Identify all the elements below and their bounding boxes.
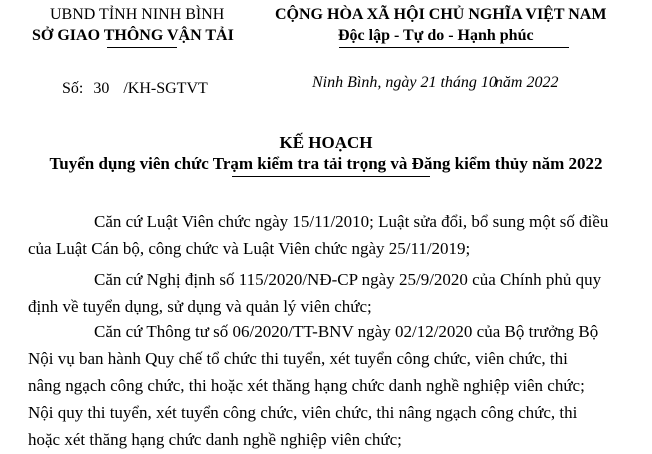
paragraph-3	[28, 318, 638, 453]
document-subtitle: Tuyển dụng viên chức Trạm kiểm tra tải trọng và Đăng kiểm thủy năm 2022	[49, 154, 603, 173]
doc-number-value: 30	[93, 80, 110, 97]
national-name: CỘNG HÒA XÃ HỘI CHỦ NGHĨA VIỆT NAM	[275, 6, 607, 23]
date-day: 21	[420, 74, 437, 91]
paragraph-line: Nội quy thi tuyển, xét tuyển công chức, viên chức, thi nâng ngạch công chức, thi	[28, 403, 578, 422]
paragraph-line: của Luật Cán bộ, công chức và Luật Viên chức ngày 25/11/2019;	[28, 239, 471, 258]
date-place: Ninh Bình, ngày	[312, 74, 417, 91]
agency-parent: UBND TỈNH NINH BÌNH	[50, 6, 225, 23]
agency-name: SỞ GIAO THÔNG VẬN TẢI	[32, 27, 234, 44]
doc-number	[62, 80, 208, 98]
paragraph-line: Nội vụ ban hành Quy chế tổ chức thi tuyển, xét tuyển công chức, viên chức, thi	[28, 349, 568, 368]
doc-number-label: Số:	[62, 80, 84, 97]
motto-underline	[339, 47, 569, 48]
paragraph-line: định về tuyển dụng, sử dụng và quản lý viên chức;	[28, 297, 372, 316]
date-year: năm 2022	[494, 74, 559, 91]
paragraph-line: Căn cứ Luật Viên chức ngày 15/11/2010; Luật sửa đổi, bổ sung một số điều	[94, 212, 609, 231]
subtitle-underline	[232, 176, 430, 177]
national-motto: Độc lập - Tự do - Hạnh phúc	[338, 27, 534, 44]
document-title: KẾ HOẠCH	[279, 133, 373, 152]
date-line	[312, 74, 558, 92]
agency-underline	[107, 47, 177, 48]
paragraph-line: nâng ngạch công chức, thi hoặc xét thăng hạng chức danh nghề nghiệp viên chức;	[28, 376, 585, 395]
paragraph-line: Căn cứ Thông tư số 06/2020/TT-BNV ngày 02/12/2020 của Bộ trưởng Bộ	[94, 322, 599, 341]
paragraph-line: hoặc xét thăng hạng chức danh nghề nghiệp viên chức;	[28, 430, 402, 449]
paragraph-1	[28, 208, 638, 262]
paragraph-2	[28, 266, 638, 320]
date-month-label: tháng	[440, 74, 477, 91]
paragraph-line: Căn cứ Nghị định số 115/2020/NĐ-CP ngày 25/9/2020 của Chính phủ quy	[94, 270, 602, 289]
doc-number-suffix: /KH-SGTVT	[123, 80, 208, 97]
date-month: 10	[480, 74, 497, 91]
